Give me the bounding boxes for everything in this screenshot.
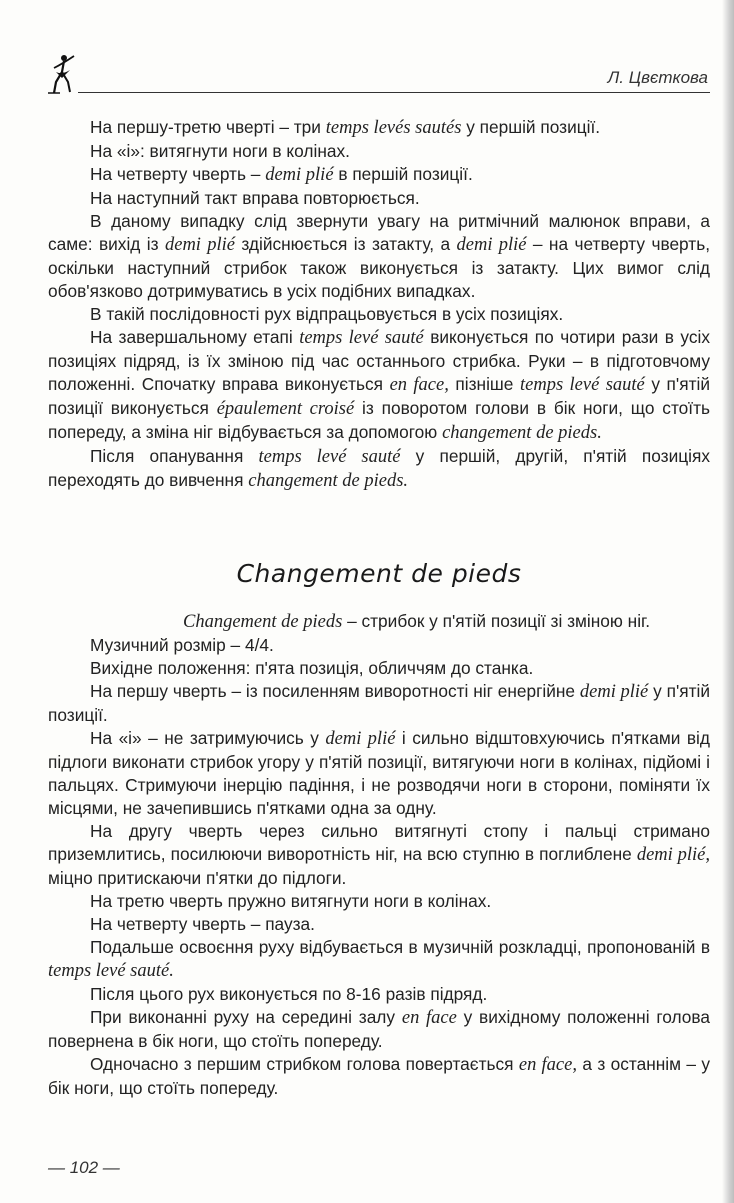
paragraph: Changement de pieds – стрибок у п'ятій позиції зі зміною ніг. — [183, 611, 651, 632]
page-edge-shadow — [722, 0, 734, 1203]
paragraph: Вихідне положення: п'ята позиція, обличчям до станка. — [90, 658, 534, 678]
paragraph: На четверту чверть – demi plié в першій позиції. — [90, 164, 473, 185]
paragraph: На четверту чверть – пауза. — [90, 914, 315, 934]
paragraph: На наступний такт вправа повторюється. — [90, 188, 420, 208]
paragraph: Одночасно з першим стрибком голова повертається en face, а з останнім – у бік ноги, що стоїть попереду. — [48, 1054, 710, 1098]
paragraph: При виконанні руху на середині залу en face у вихідному положенні голова повернена в бік ноги, що стоїть попереду. — [48, 1007, 710, 1051]
section-title: Changement de pieds — [236, 559, 522, 588]
page-body — [48, 116, 710, 1100]
page-number: — 102 — — [48, 1158, 120, 1177]
paragraph: В такій послідовності рух відпрацьовується в усіх позиціях. — [90, 304, 564, 324]
paragraph: На першу чверть – із посиленням виворотності ніг енергійне demi plié у п'ятій позиції. — [48, 681, 711, 725]
running-header — [38, 52, 710, 94]
paragraph: На завершальному етапі temps levé sauté виконується по чотири рази в усіх позиціях підряд, із їх зміною під час останнього стрибка. Руки – в підготовчому положенні. Спочатку вправа виконується en face, пізніше temps levé sauté у п'ятій позиції виконується épaulement croisé із поворотом голови в бік ноги, що стоїть попереду, а зміна ніг відбувається за допомогою changement de pieds. — [48, 327, 710, 443]
paragraph: На третю чверть пружно витягнути ноги в колінах. — [90, 891, 492, 911]
paragraph: В даному випадку слід звернути увагу на ритмічний малюнок вправи, а саме: вихід із demi plié здійснюється із затакту, а demi plié – на четверту чверть, оскільки наступний стрибок також виконується із затакту. Цих вимог слід обов'язково дотримуватись в усіх подібних випадках. — [48, 211, 711, 301]
paragraph: На «і»: витягнути ноги в колінах. — [90, 141, 350, 161]
paragraph: Подальше освоєння руху відбувається в музичній розкладці, пропонованій в temps levé sauté. — [48, 937, 710, 981]
header-rule — [78, 92, 710, 93]
author-name: Л. Цвєткова — [607, 68, 708, 87]
paragraph: Після цього рух виконується по 8-16 разів підряд. — [90, 984, 488, 1004]
paragraph: На першу-третю чверті – три temps levés sautés у першій позиції. — [90, 117, 601, 138]
ballerina-silhouette-icon — [40, 52, 80, 94]
paragraph: Музичний розмір – 4/4. — [90, 635, 274, 655]
paragraph: На другу чверть через сильно витягнуті стопу і пальці стримано приземлитись, посилюючи виворотність ніг, на всю ступню в поглиблене demi plié, міцно притискаючи п'ятки до підлоги. — [48, 821, 711, 888]
paragraph: Після опанування temps levé sauté у першій, другій, п'ятій позиціях переходять до вивчення changement de pieds. — [48, 446, 710, 491]
paragraph: На «і» – не затримуючись у demi plié і сильно відштовхуючись п'ятками від підлоги виконати стрибок угору у п'ятій позиції, витягуючи ноги в колінах, підйомі і пальцях. Стримуючи інерцію падіння, і не розводячи ноги в сторони, поміняти їх місцями, не зачепившись п'ятками одна за одну. — [48, 728, 710, 818]
